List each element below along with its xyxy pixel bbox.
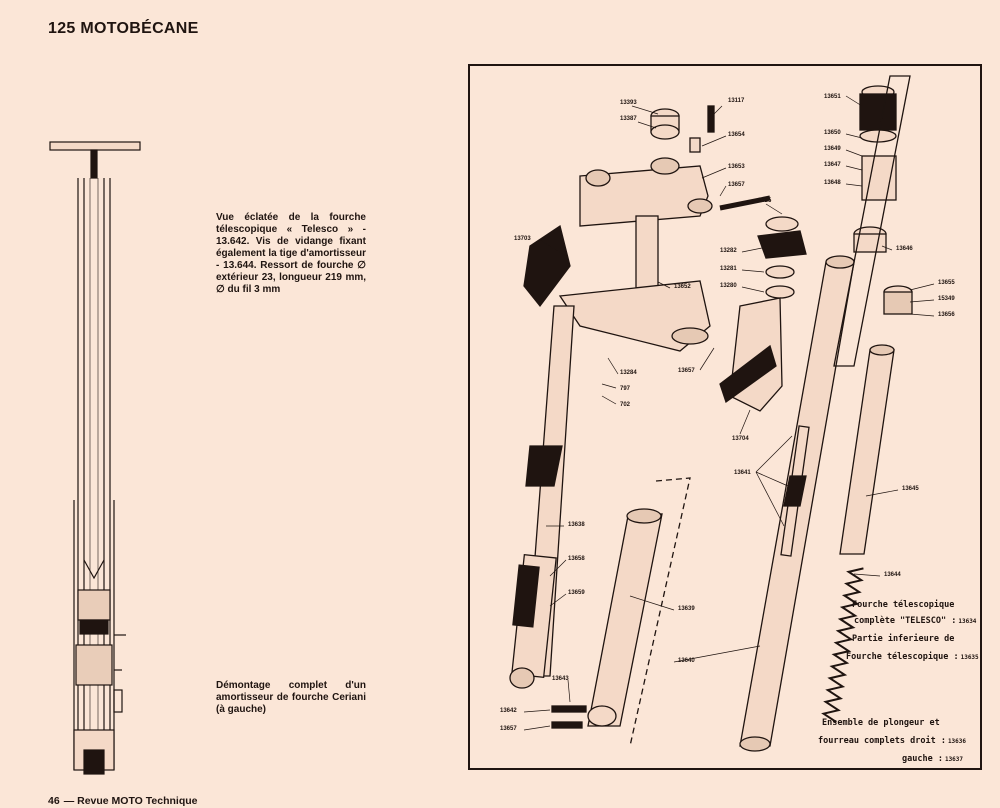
assembly-note-text: Fourche télescopique (852, 600, 955, 610)
part-label: 15349 (938, 296, 955, 302)
part-label: 13658 (568, 556, 585, 562)
part-label: 13284 (620, 370, 637, 376)
part-label: 13117 (728, 98, 745, 104)
part-label: 8425 (758, 198, 772, 204)
assembly-note-text: fourreau complets droit : (818, 736, 946, 746)
part-label: 13641 (734, 470, 751, 476)
assembly-note-code: 13634 (958, 618, 977, 625)
part-label: 13656 (938, 312, 955, 318)
part-label: 13281 (720, 266, 737, 272)
part-label: 13651 (824, 94, 841, 100)
assembly-note-code: 13636 (947, 738, 966, 745)
exploded-view-caption: Vue éclatée de la fourche télescopique « Telesco » - 13.642. Vis de vidange fixant également la tige d'amortisseur - 13.644. Ressort de fourche ∅ extérieur 23, longueur 219 mm, ∅ du fil 3 mm (216, 212, 366, 295)
publication-name: — Revue MOTO Technique (63, 795, 198, 807)
assembly-note (846, 652, 979, 662)
part-label: 13646 (896, 246, 913, 252)
assembly-note-text: complète "TELESCO" : (854, 616, 957, 626)
part-label: 702 (620, 402, 631, 408)
assembly-note-text: Fourche télescopique : (846, 652, 959, 662)
page-header: 125 MOTOBÉCANE (48, 20, 199, 37)
assembly-note-text: Ensemble de plongeur et (822, 718, 940, 728)
part-label: 13657 (678, 368, 695, 374)
assembly-note-code: 13635 (960, 654, 979, 661)
page-footer (48, 795, 198, 807)
part-label: 13649 (824, 146, 841, 152)
part-label: 13393 (620, 100, 637, 106)
part-label: 13704 (732, 436, 749, 442)
part-label: 13653 (728, 164, 745, 170)
part-label: 13648 (824, 180, 841, 186)
assembly-note-text: gauche : (902, 754, 943, 764)
part-label: 13643 (552, 676, 569, 682)
dismantling-caption: Démontage complet d'un amortisseur de fourche Ceriani (à gauche) (216, 680, 366, 715)
part-label: 13654 (728, 132, 745, 138)
part-label: 13652 (674, 284, 691, 290)
part-label: 13639 (678, 606, 695, 612)
part-label: 13642 (500, 708, 517, 714)
exploded-diagram-frame (468, 64, 982, 770)
part-label: 13650 (824, 130, 841, 136)
assembly-note (822, 718, 940, 728)
part-label: 13640 (678, 658, 695, 664)
part-label: 13387 (620, 116, 637, 122)
part-label: 13282 (720, 248, 737, 254)
assembly-note (818, 736, 966, 746)
part-label: 13280 (720, 283, 737, 289)
assembly-note (852, 600, 954, 610)
part-label: 797 (620, 386, 631, 392)
assembly-note (852, 634, 954, 644)
part-label: 13659 (568, 590, 585, 596)
part-label: 13655 (938, 280, 955, 286)
page-number: 46 (48, 795, 60, 807)
assembly-note (902, 754, 963, 764)
part-label: 13644 (884, 572, 901, 578)
ceriani-damper-drawing (40, 130, 150, 780)
assembly-note-code: 13637 (944, 756, 964, 763)
assembly-note-text: Partie inferieure de (852, 634, 955, 644)
telesco-fork-exploded-drawing (470, 66, 980, 768)
part-label: 13657 (500, 726, 517, 732)
assembly-note (854, 616, 976, 626)
part-label: 13645 (902, 486, 919, 492)
part-label: 13703 (514, 236, 531, 242)
part-label: 13638 (568, 522, 585, 528)
part-label: 13647 (824, 162, 841, 168)
part-label: 13657 (728, 182, 745, 188)
